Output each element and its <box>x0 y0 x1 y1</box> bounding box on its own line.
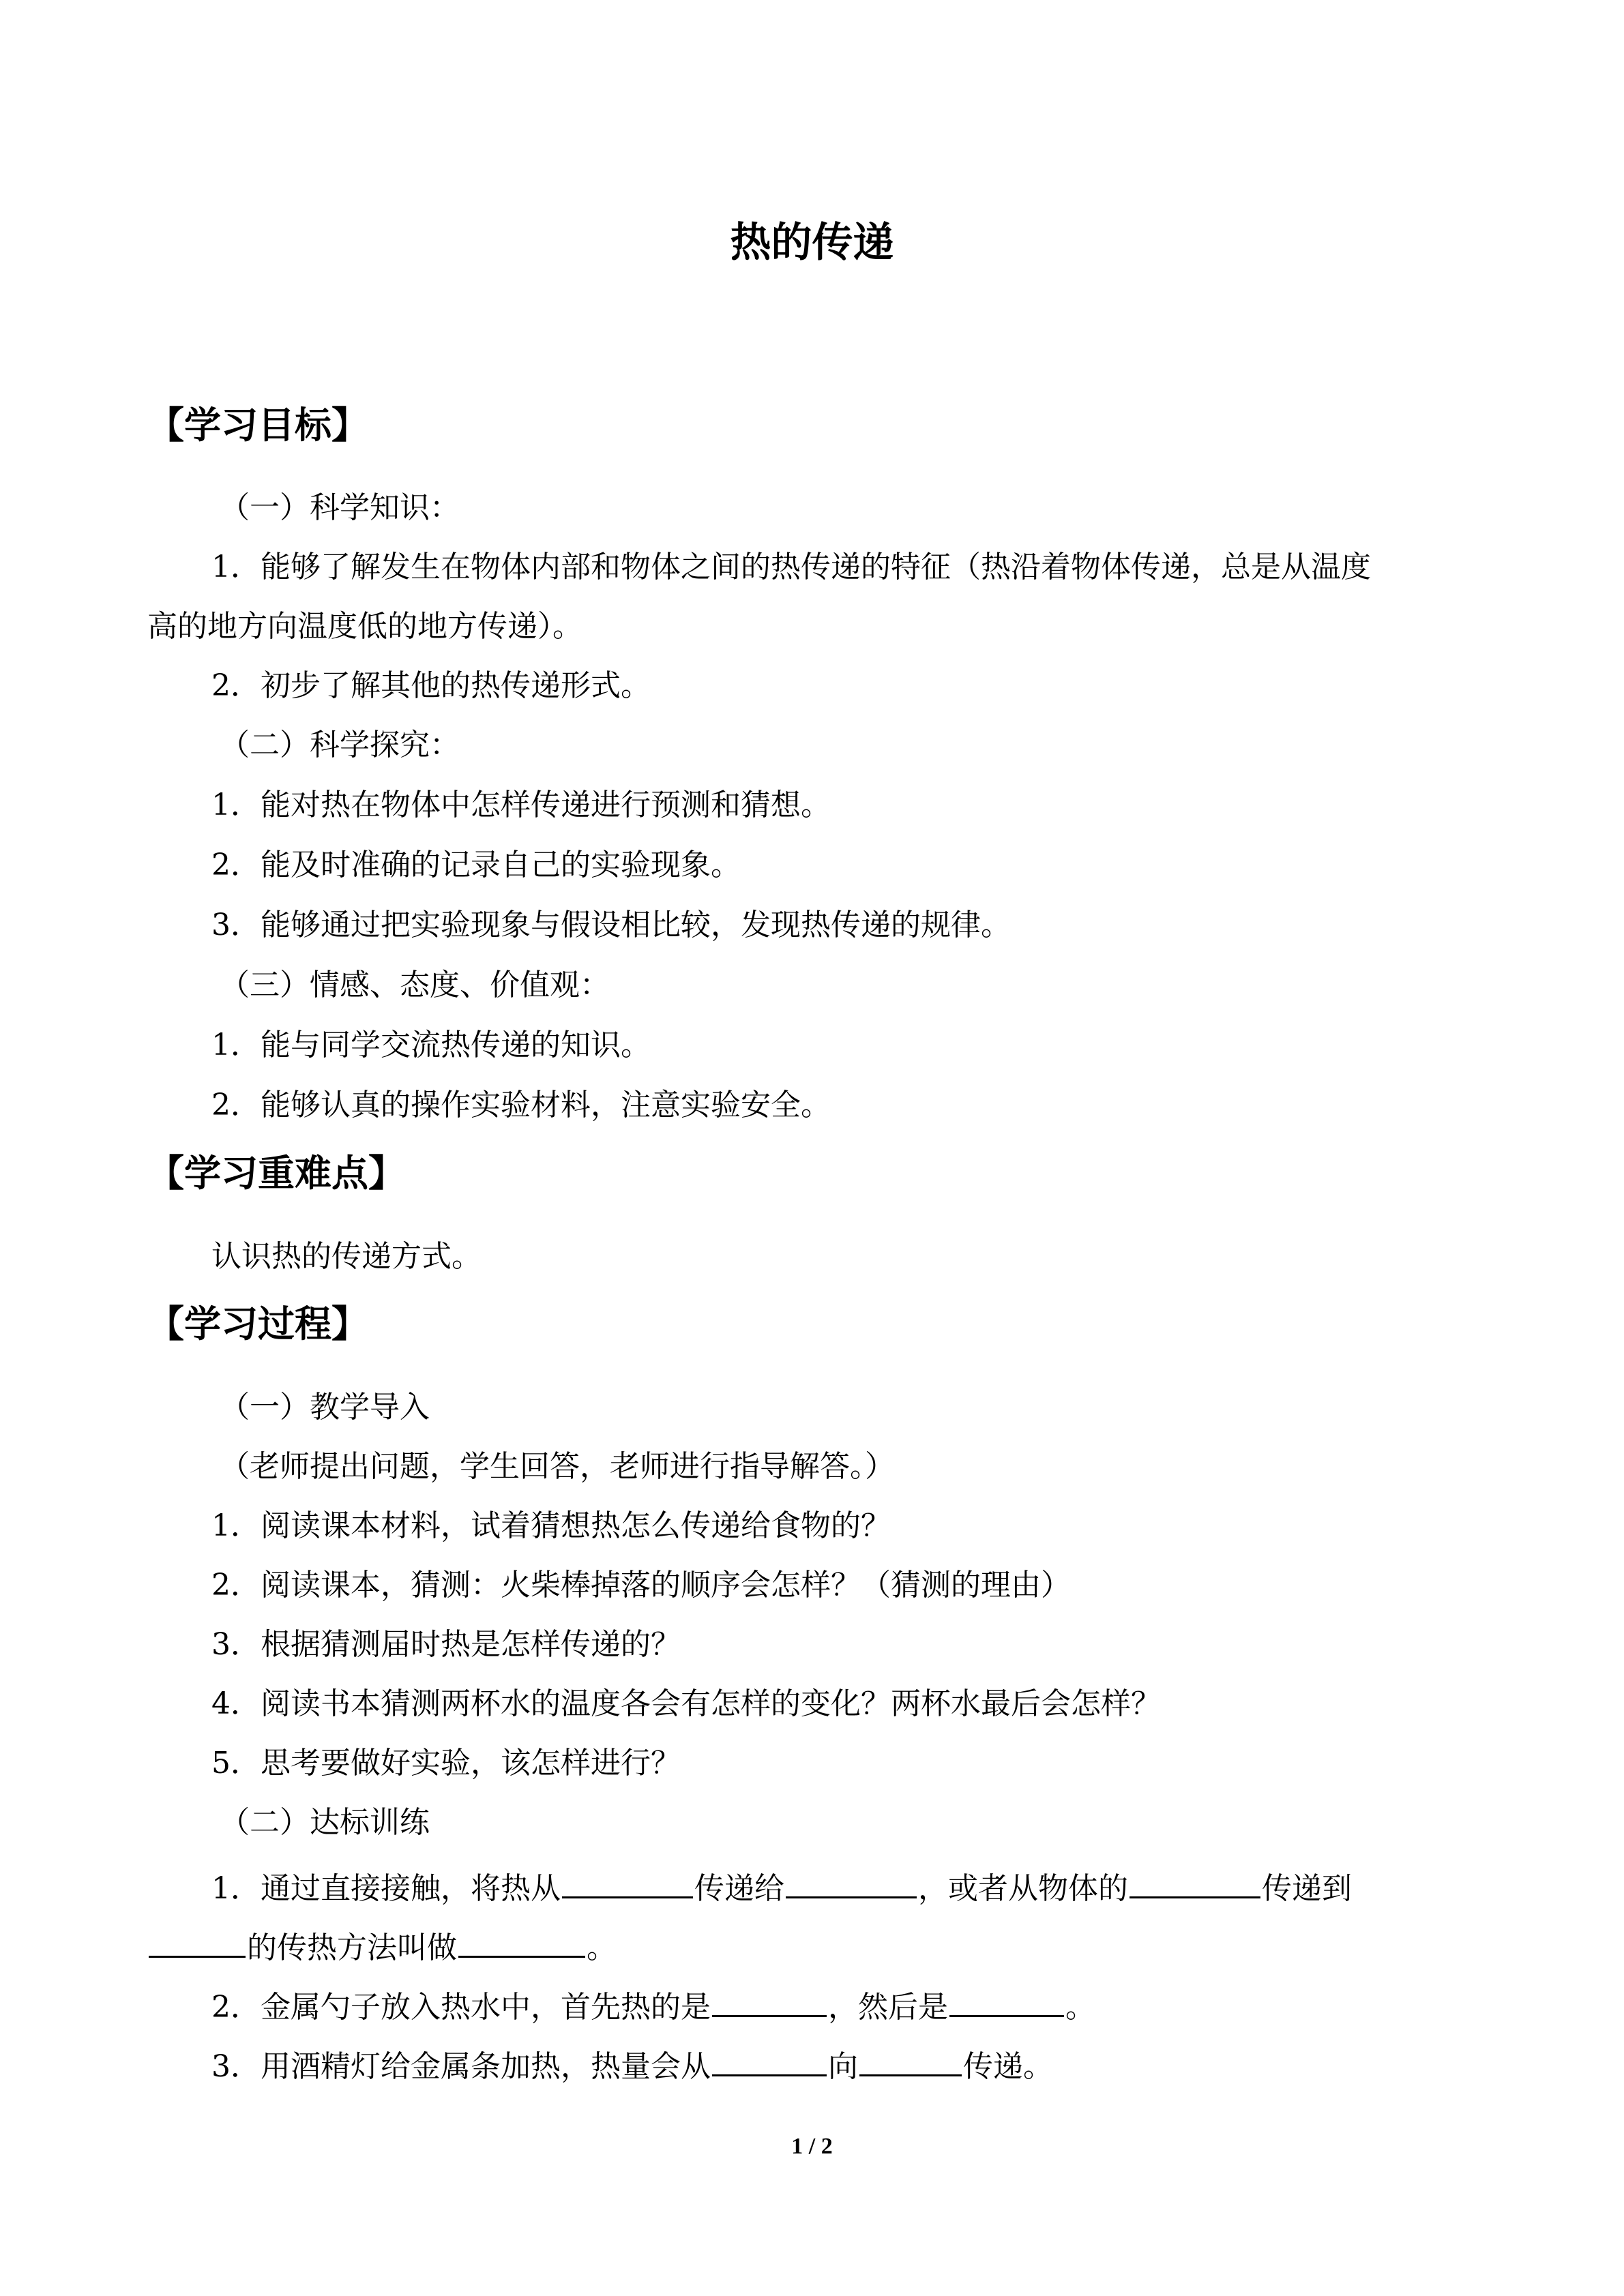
process-question-1: 1．阅读课本材料，试着猜想热怎么传递给食物的？ <box>211 1508 891 1543</box>
exercise-2 <box>211 1984 1095 2031</box>
exercise-3-text-c: 传递。 <box>963 2049 1053 2084</box>
exercise-1-blank-4[interactable] <box>149 1924 246 1958</box>
goals-knowledge-item-1-line1: 1．能够了解发生在物体内部和物体之间的热传递的特征（热沿着物体传递，总是从温度 <box>211 550 1371 584</box>
exercise-2-text-b: ，然后是 <box>828 1990 948 2025</box>
goals-attitude-item-2: 2．能够认真的操作实验材料，注意实验安全。 <box>211 1088 831 1122</box>
exercise-1-text-d: 传递到 <box>1262 1871 1352 1906</box>
process-note: （老师提出问题，学生回答，老师进行指导解答。） <box>220 1449 895 1484</box>
exercise-3-blank-1[interactable] <box>712 2043 827 2076</box>
goals-sub-knowledge: （一）科学知识： <box>220 490 460 525</box>
exercise-1-text-b: 传递给 <box>694 1871 784 1906</box>
exercise-1-line2 <box>147 1924 617 1972</box>
goals-inquiry-item-2: 2．能及时准确的记录自己的实验现象。 <box>211 848 741 882</box>
goals-sub-inquiry: （二）科学探究： <box>220 728 460 762</box>
exercise-3 <box>211 2043 1053 2091</box>
exercise-2-blank-2[interactable] <box>949 1984 1064 2017</box>
process-sub-exercise: （二）达标训练 <box>220 1805 430 1840</box>
exercise-1-line1 <box>211 1865 1352 1913</box>
exercise-2-text-a: 2．金属勺子放入热水中，首先热的是 <box>211 1990 711 2025</box>
page-number: 1 / 2 <box>791 2134 833 2159</box>
section-heading-process: 【学习过程】 <box>147 1302 368 1345</box>
goals-inquiry-item-1: 1．能对热在物体中怎样传递进行预测和猜想。 <box>211 788 831 822</box>
goals-sub-attitude: （三）情感、态度、价值观： <box>220 968 610 1002</box>
section-heading-key-points: 【学习重难点】 <box>147 1152 405 1195</box>
exercise-1-blank-5[interactable] <box>458 1924 585 1958</box>
process-question-3: 3．根据猜测届时热是怎样传递的？ <box>211 1627 681 1662</box>
exercise-1-text-a: 1．通过直接接触，将热从 <box>211 1871 561 1906</box>
section-heading-goals: 【学习目标】 <box>147 404 368 447</box>
process-question-5: 5．思考要做好实验，该怎样进行？ <box>211 1746 681 1780</box>
goals-inquiry-item-3: 3．能够通过把实验现象与假设相比较，发现热传递的规律。 <box>211 908 1011 942</box>
exercise-1-text-e: 的传热方法叫做 <box>247 1930 457 1965</box>
goals-attitude-item-1: 1．能与同学交流热传递的知识。 <box>211 1028 651 1062</box>
exercise-1-blank-3[interactable] <box>1130 1865 1260 1898</box>
exercise-2-text-c: 。 <box>1065 1990 1095 2025</box>
exercise-1-text-f: 。 <box>587 1930 617 1965</box>
goals-knowledge-item-1-line2: 高的地方向温度低的地方传递）。 <box>147 609 582 644</box>
exercise-3-text-a: 3．用酒精灯给金属条加热，热量会从 <box>211 2049 711 2084</box>
exercise-3-blank-2[interactable] <box>859 2043 962 2076</box>
exercise-1-blank-2[interactable] <box>786 1865 917 1898</box>
exercise-3-text-b: 向 <box>828 2049 858 2084</box>
exercise-1-text-c: ，或者从物体的 <box>918 1871 1128 1906</box>
exercise-1-blank-1[interactable] <box>562 1865 693 1898</box>
process-question-4: 4．阅读书本猜测两杯水的温度各会有怎样的变化？两杯水最后会怎样？ <box>211 1686 1161 1721</box>
page-title: 热的传递 <box>730 219 894 267</box>
key-points-text: 认识热的传递方式。 <box>211 1239 482 1274</box>
process-sub-intro: （一）教学导入 <box>220 1390 430 1425</box>
goals-knowledge-item-2: 2．初步了解其他的热传递形式。 <box>211 668 651 703</box>
exercise-2-blank-1[interactable] <box>712 1984 827 2017</box>
process-question-2: 2．阅读课本，猜测：火柴棒掉落的顺序会怎样？（猜测的理由） <box>211 1568 1071 1602</box>
